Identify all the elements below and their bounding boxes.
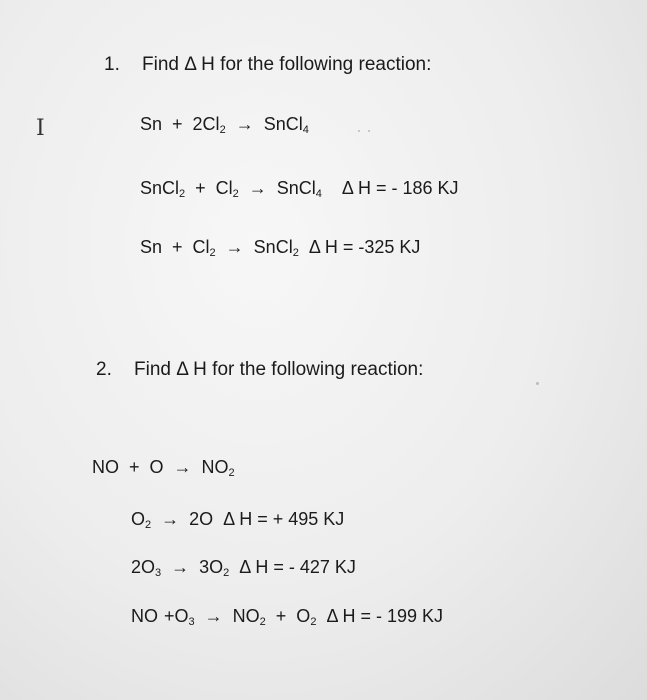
subscript: 4 [302, 124, 309, 136]
enthalpy-value: Δ H = + 495 KJ [223, 509, 345, 529]
problem-2-number: 2. [96, 359, 112, 380]
paper-speck [358, 130, 360, 132]
arrow-icon: → [173, 457, 192, 477]
product: O [296, 606, 311, 626]
subscript: 3 [155, 567, 162, 579]
subscript: 3 [188, 616, 195, 628]
subscript: 4 [315, 188, 322, 200]
product: 3O [199, 557, 224, 577]
reactant: NO [131, 606, 158, 626]
problem-1-step-1 [140, 177, 459, 199]
subscript: 2 [292, 247, 299, 259]
arrow-icon: → [171, 557, 190, 577]
enthalpy-value: Δ H = - 427 KJ [239, 557, 356, 577]
product: SnCl [263, 114, 303, 134]
problem-2-step-1 [131, 508, 344, 530]
reactant: O [174, 606, 189, 626]
problem-1-heading-text: Find Δ H for the following reaction: [142, 54, 432, 75]
reactant: SnCl [140, 178, 180, 198]
subscript: 2 [179, 188, 186, 200]
reactant: O [131, 509, 146, 529]
reactant: O [149, 457, 164, 477]
subscript: 2 [259, 616, 266, 628]
problem-2-step-3 [131, 605, 443, 627]
subscript: 2 [228, 467, 235, 479]
subscript: 2 [145, 519, 152, 531]
subscript: 2 [232, 188, 239, 200]
product: 2O [189, 509, 214, 529]
reactant: 2O [131, 557, 156, 577]
reactant: NO [92, 457, 119, 477]
enthalpy-value: Δ H = -325 KJ [308, 237, 421, 257]
reactant: Sn [140, 114, 163, 134]
problem-1-target-reaction [140, 113, 309, 135]
subscript: 2 [223, 567, 230, 579]
arrow-icon: → [204, 606, 223, 626]
text-cursor-icon: I [36, 116, 45, 141]
plus-sign: + [164, 606, 175, 626]
enthalpy-value: Δ H = - 199 KJ [326, 606, 444, 626]
arrow-icon: → [161, 509, 180, 529]
subscript: 2 [219, 124, 226, 136]
problem-2-heading [96, 359, 423, 381]
paper-speck [368, 130, 370, 132]
product: NO [201, 457, 229, 477]
paper-speck [536, 382, 539, 385]
product: SnCl [253, 237, 293, 257]
arrow-icon: → [225, 237, 244, 257]
problem-2-target-reaction [92, 456, 235, 478]
product: SnCl [276, 178, 316, 198]
arrow-icon: → [248, 178, 267, 198]
plus-sign: + [172, 237, 183, 257]
plus-sign: + [195, 178, 206, 198]
plus-sign: + [172, 114, 183, 134]
plus-sign: + [129, 457, 140, 477]
product: NO [232, 606, 260, 626]
reactant: Cl [215, 178, 233, 198]
problem-1-heading [104, 54, 431, 76]
problem-2-heading-text: Find Δ H for the following reaction: [134, 359, 424, 380]
plus-sign: + [275, 606, 287, 626]
reactant: Sn [140, 237, 163, 257]
subscript: 2 [310, 616, 317, 628]
problem-1-number: 1. [104, 54, 120, 75]
reactant: 2Cl [192, 114, 220, 134]
reactant: Cl [192, 237, 210, 257]
problem-2-step-2 [131, 556, 356, 578]
problem-1-step-2 [140, 236, 420, 258]
arrow-icon: → [235, 114, 254, 134]
enthalpy-value: Δ H = - 186 KJ [341, 178, 459, 198]
subscript: 2 [209, 247, 216, 259]
